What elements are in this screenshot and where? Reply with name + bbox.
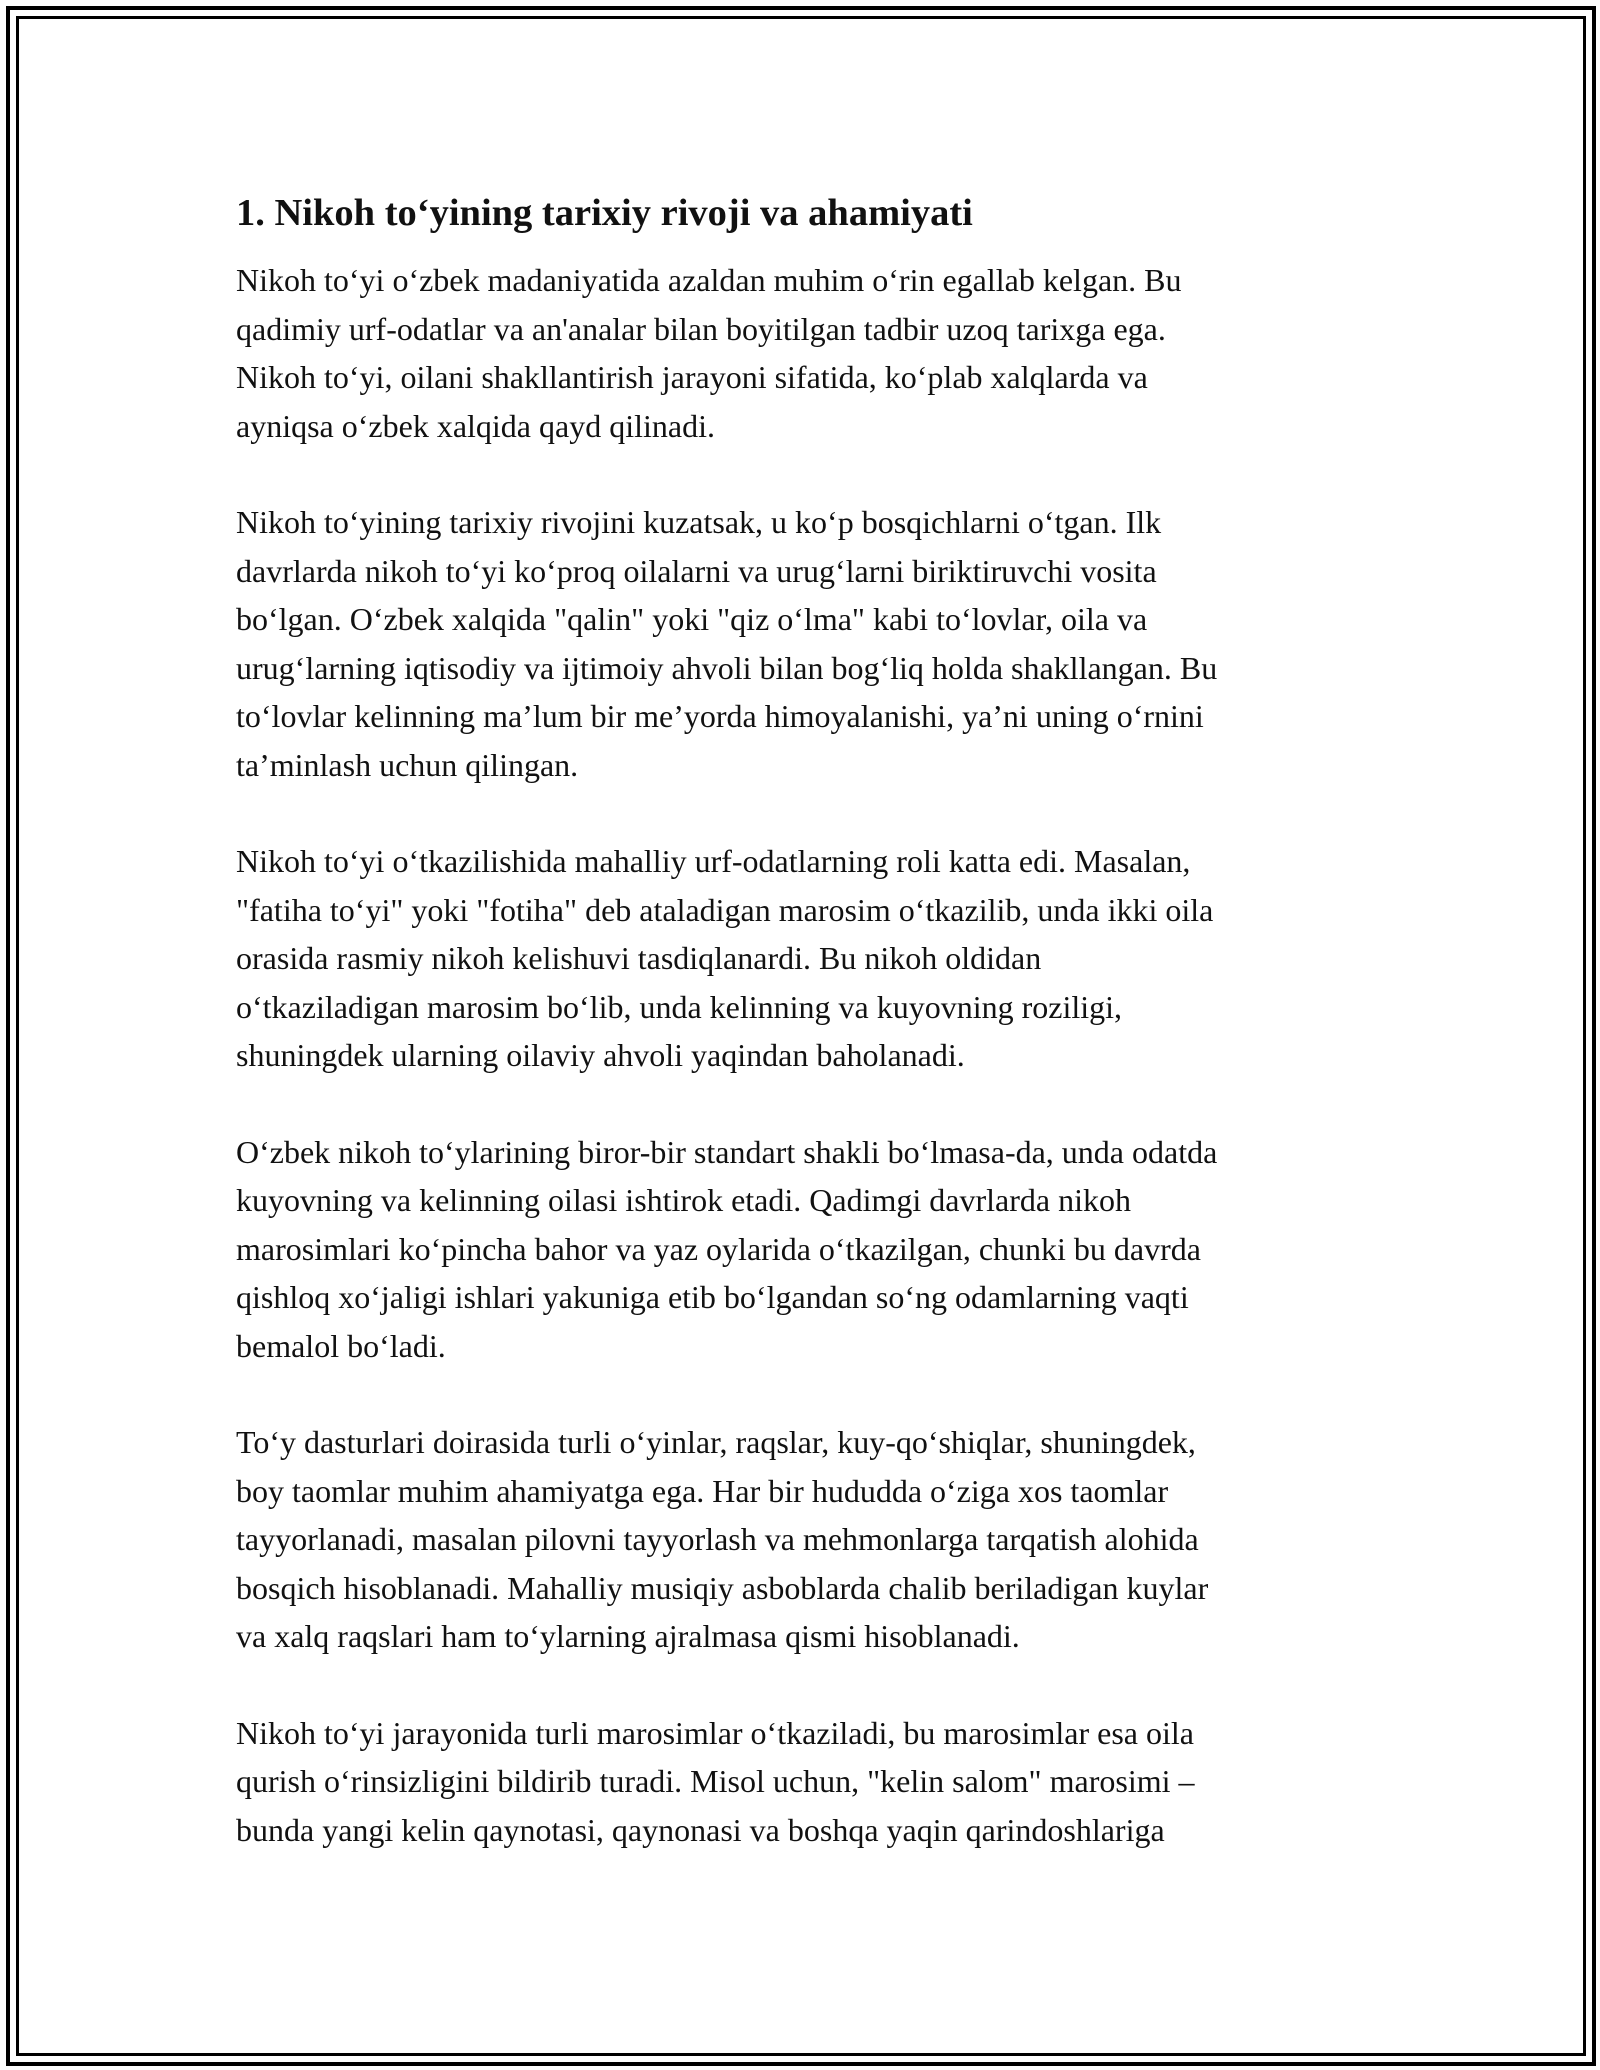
paragraph-5: To‘y dasturlari doirasida turli o‘yinlar, raqslar, kuy-qo‘shiqlar, shuningdek, boy taomlar muhim ahamiyatga ega. Har bir hududda o‘ziga xos taomlar tayyorlanadi, masalan pilovni tayyorlash va mehmonlarga tarqatish alohida bosqich hisoblanadi. Mahalliy musiqiy asboblarda chalib beriladigan kuylar va xalq raqslari ham to‘ylarning ajralmasa qismi hisoblanadi. [236,1424,1209,1654]
paragraph-1: Nikoh to‘yi o‘zbek madaniyatida azaldan muhim o‘rin egallab kelgan. Bu qadimiy urf-odatlar va an'analar bilan boyitilgan tadbir uzoq tarixga ega. Nikoh to‘yi, oilani shakllantirish jarayoni sifatida, ko‘plab xalqlarda va ayniqsa o‘zbek xalqida qayd qilinadi. [236,262,1182,444]
paragraph-6: Nikoh to‘yi jarayonida turli marosimlar o‘tkaziladi, bu marosimlar esa oila qurish o‘rinsizligini bildirib turadi. Misol uchun, "kelin salom" marosimi – bunda yangi kelin qaynotasi, qaynonasi va boshqa yaqin qarindoshlariga [236,1714,1195,1848]
section-heading: 1. Nikoh to‘yining tarixiy rivoji va ahamiyati [236,192,973,234]
document-body [236,186,1376,1902]
paragraph-3: Nikoh to‘yi o‘tkazilishida mahalliy urf-odatlarning roli katta edi. Masalan, "fatiha to‘yi" yoki "fotiha" deb ataladigan marosim o‘tkazilib, unda ikki oila orasida rasmiy nikoh kelishuvi tasdiqlanardi. Bu nikoh oldidan o‘tkaziladigan marosim bo‘lib, unda kelinning va kuyovning roziligi, shuningdek ularning oilaviy ahvoli yaqindan baholanadi. [236,843,1214,1073]
paragraph-2: Nikoh to‘yining tarixiy rivojini kuzatsak, u ko‘p bosqichlarni o‘tgan. Ilk davrlarda nikoh to‘yi ko‘proq oilalarni va urug‘larni biriktiruvchi vosita bo‘lgan. O‘zbek xalqida "qalin" yoki "qiz o‘lma" kabi to‘lovlar, oila va urug‘larning iqtisodiy va ijtimoiy ahvoli bilan bog‘liq holda shakllangan. Bu to‘lovlar kelinning ma’lum bir me’yorda himoyalanishi, ya’ni uning o‘rnini ta’minlash uchun qilingan. [236,504,1218,783]
paragraph-4: O‘zbek nikoh to‘ylarining biror-bir standart shakli bo‘lmasa-da, unda odatda kuyovning va kelinning oilasi ishtirok etadi. Qadimgi davrlarda nikoh marosimlari ko‘pincha bahor va yaz oylarida o‘tkazilgan, chunki bu davrda qishloq xo‘jaligi ishlari yakuniga etib bo‘lgandan so‘ng odamlarning vaqti bemalol bo‘ladi. [236,1133,1218,1364]
